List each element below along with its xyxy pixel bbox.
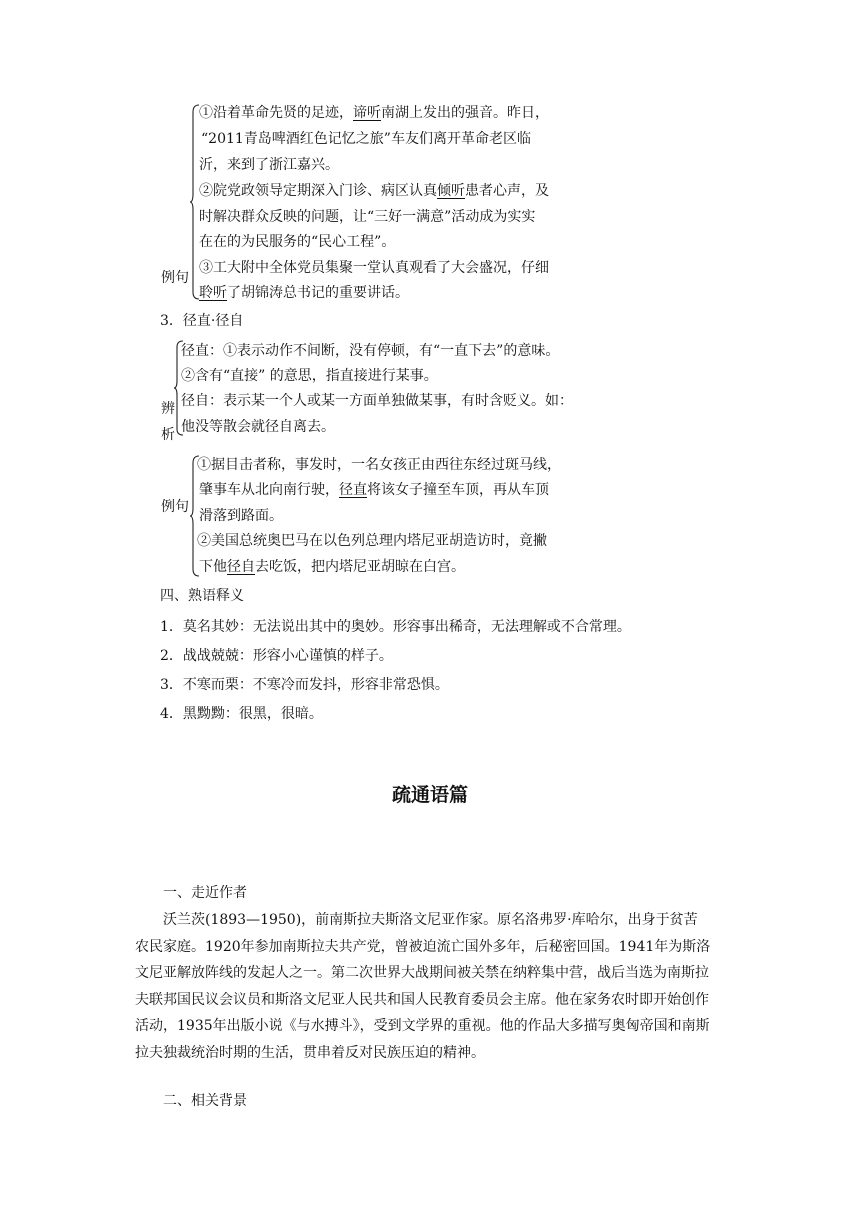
example-line: 肇事车从北向南行驶，径直将该女子撞至车顶，再从车顶 [199, 482, 549, 498]
example-line: 下他径自去吃饭，把内塔尼亚胡晾在白宫。 [199, 559, 465, 575]
section-title: 疏通语篇 [391, 784, 468, 806]
example-line: 聆听了胡锦涛总书记的重要讲话。 [199, 285, 409, 301]
example-line: ②院党政领导定期深入门诊、病区认真倾听患者心声，及 [199, 183, 549, 199]
section-heading: 四、熟语释义 [160, 588, 244, 604]
section-heading: 二、相关背景 [163, 1093, 247, 1109]
analysis-label: 析 [161, 427, 175, 443]
example-line: ①据目击者称，事发时，一名女孩正由西往东经过斑马线， [197, 457, 561, 473]
example-line: 滑落到路面。 [199, 508, 283, 524]
example-line: 时解决群众反映的问题，让“三好一满意”活动成为实实 [199, 209, 536, 225]
idiom-item: 4．黑黝黝：很黑，很暗。 [160, 706, 323, 722]
analysis-line: ②含有“直接” 的意思，指直接进行某事。 [181, 368, 438, 384]
example-line: ③工大附中全体党员集聚一堂认真观看了大会盛况，仔细 [199, 260, 549, 276]
idiom-item: 2．战战兢兢：形容小心谨慎的样子。 [160, 648, 393, 664]
example-label: 例句 [161, 499, 189, 515]
idiom-item: 1．莫名其妙：无法说出其中的奥妙。形容事出稀奇，无法理解或不合常理。 [160, 619, 631, 635]
example-line: ②美国总统奥巴马在以色列总理内塔尼亚胡造访时，竟撇 [197, 533, 547, 549]
idiom-item: 3．不寒而栗：不寒冷而发抖，形容非常恐惧。 [160, 677, 449, 693]
analysis-line: 径直：①表示动作不间断，没有停顿，有“一直下去”的意味。 [181, 343, 560, 359]
example-line: 沂，来到了浙江嘉兴。 [199, 157, 339, 173]
example-label: 例句 [161, 270, 189, 286]
analysis-label: 辨 [161, 401, 175, 417]
example-line: 在在的为民服务的“民心工程”。 [199, 234, 396, 250]
example-line: “2011青岛啤酒红色记忆之旅”车友们离开革命老区临 [201, 131, 531, 147]
item-heading: 3．径直·径自 [160, 313, 244, 329]
analysis-line: 径自：表示某一个人或某一方面单独做某事，有时含贬义。如： [181, 393, 573, 409]
section-heading: 一、走近作者 [163, 885, 247, 901]
example-line: ①沿着革命先贤的足迹，谛听南湖上发出的强音。昨日， [199, 105, 549, 121]
analysis-line: 他没等散会就径自离去。 [181, 419, 335, 435]
author-paragraph: 沃兰茨(1893—1950)，前南斯拉夫斯洛文尼亚作家。原名洛弗罗·库哈尔，出身于贫苦农民家庭。1920年参加南斯拉夫共产党，曾被迫流亡国外多年，后秘密回国。1941年为斯洛文尼亚解放阵线的发起人之一。第二次世界大战期间被关禁在纳粹集中营，战后当选为南斯拉夫联邦国民议会议员和斯洛文尼亚人民共和国人民教育委员会主席。他在家务农时即开始创作活动，1935年出版小说《与水搏斗》，受到文学界的重视。他的作品大多描写奥匈帝国和南斯拉夫独裁统治时期的生活，贯串着反对民族压迫的精神。 [135, 912, 711, 1061]
